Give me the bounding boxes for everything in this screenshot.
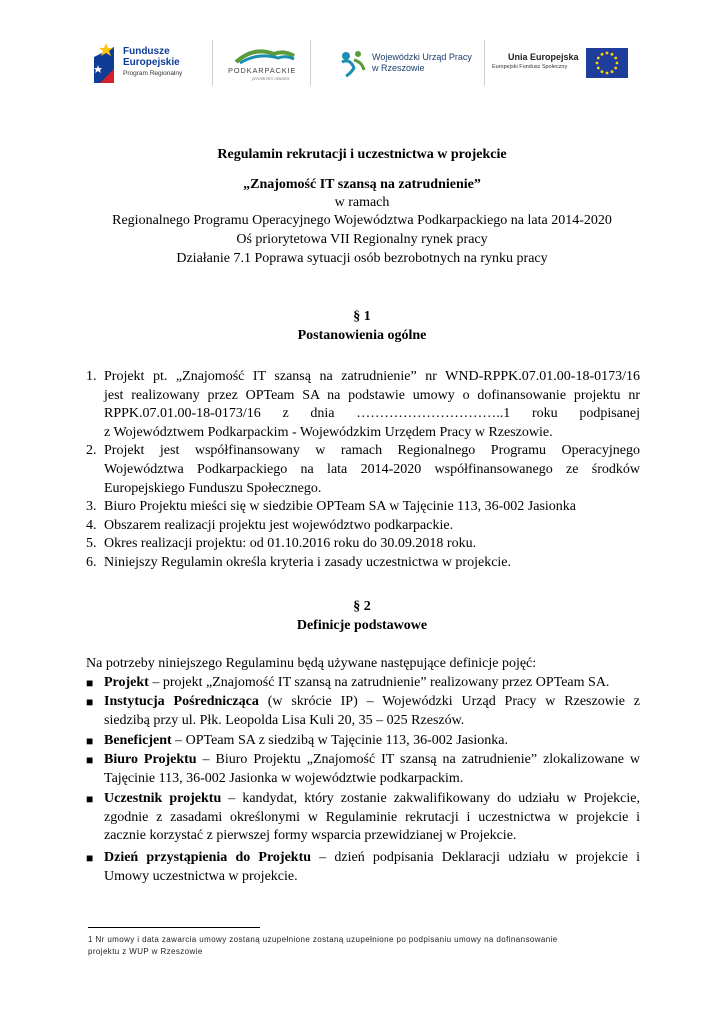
list-item-number: 2. [86,443,97,459]
definition-term: Dzień przystąpienia do Projektu [104,850,312,865]
header-program: Regionalnego Programu Operacyjnego Województwa Podkarpackiego na lata 2014-2020 [112,213,612,228]
list-item-line: Niniejszy Regulamin określa kryteria i zasady uczestnictwa w projekcie. [104,555,512,570]
fe-line1: Fundusze [123,46,170,57]
list-item-line: zacznie korzystać z pierwszej formy wsparcia przewidzianej w Projekcie. [104,828,517,844]
definition-term: Projekt [104,675,149,690]
list-item-line: Projekt jest współfinansowany w ramach Regionalnego Programu Operacyjnego [104,443,640,459]
footnote [88,934,648,958]
list-item-line: Województwa Podkarpackiego na lata 2014-2020 współfinansowanego ze środków [104,462,640,477]
ue-line1: Unia Europejska [508,52,579,62]
list-item-line: Beneficjent – OPTeam SA z siedzibą w Tajęcinie 113, 36-002 Jasionka. [104,733,508,748]
list-item-number: 1. [86,369,97,384]
fe-emblem-icon [94,43,120,83]
bullet-marker: ■ [86,695,94,709]
list-item-line: Uczestnik projektu – kandydat, który zostanie zakwalifikowany do udziału w Projekcie, [104,791,640,806]
list-item-line: siedzibą przy ul. Płk. Leopolda Lisa Kuli 20, 35 – 025 Rzeszów. [104,712,465,728]
wup-emblem-icon [338,48,368,78]
list-item-line: Okres realizacji projektu: od 01.10.2016 roku do 30.09.2018 roku. [104,536,477,552]
mountains-icon [234,44,296,64]
project-name: „Znajomość IT szansą na zatrudnienie” [243,177,481,192]
list-item-line: Biuro Projektu – Biuro Projektu „Znajomość IT szansą na zatrudnienie” zlokalizowane w [104,752,640,767]
list-item-line: z Województwem Podkarpackim - Wojewódzkim Urzędem Pracy w Rzeszowie. [104,424,553,440]
fe-line3: Program Regionalny [123,70,183,77]
podkarpackie-tagline: przestrzeń otwarta [252,76,290,81]
list-item-line: Europejskiego Funduszu Społecznego. [104,480,322,496]
list-item-line: Dzień przystąpienia do Projektu – dzień podpisania Deklaracji udziału w projekcie i [104,850,641,865]
section1-number: § 1 [353,309,371,324]
definition-term: Uczestnik projektu [104,791,222,806]
header-priority-axis: Oś priorytetowa VII Regionalny rynek pracy [236,232,488,247]
logo-divider [484,40,485,86]
list-item-line: Tajęcinie 113, 36-002 Jasionka w województwie podkarpackim. [104,770,464,786]
section2-intro: Na potrzeby niniejszego Regulaminu będą używane następujące definicje pojęć: [86,656,537,671]
document-title: Regulamin rekrutacji i uczestnictwa w projekcie [217,147,507,162]
bullet-marker: ■ [86,851,94,865]
section2-heading: Definicje podstawowe [296,618,428,633]
footnote-rule [88,927,260,928]
header-line-in-scope: w ramach [334,195,390,210]
fe-line2: Europejskie [123,57,180,68]
bullet-marker: ■ [86,734,94,748]
list-item-line: Biuro Projektu mieści się w siedzibie OPTeam SA w Tajęcinie 113, 36-002 Jasionka [104,499,577,515]
list-item-line: zgodnie z zasadami określonymi w Regulaminie rekrutacji i uczestnictwa w projekcie i [104,809,640,825]
eu-flag-icon [586,48,628,78]
fundusze-europejskie-logo [88,38,208,88]
bullet-marker: ■ [86,676,94,690]
logo-divider [310,40,311,86]
footnote-line: 1 Nr umowy i data zawarcia umowy zostaną uzupełnione zostaną uzupełnione po podpisaniu umowy na dofinansowanie [88,935,558,944]
definition-term: Instytucja Pośrednicząca [104,694,259,709]
unia-europejska-logo [490,38,638,88]
list-item-number: 4. [86,517,97,533]
section2-number: § 2 [353,599,371,614]
wup-line1: Wojewódzki Urząd Pracy [372,52,472,62]
list-item-line: RPPK.07.01.00-18-0173/16 z dnia …………………………..1 roku podpisanej [104,406,640,422]
bullet-marker: ■ [86,792,94,806]
list-item-number: 6. [86,555,97,570]
section1-heading: Postanowienia ogólne [297,328,427,343]
wup-logo [338,38,488,88]
podkarpackie-name: PODKARPACKIE [228,66,297,75]
logo-strip [88,38,638,88]
header-measure: Działanie 7.1 Poprawa sytuacji osób bezrobotnych na rynku pracy [176,251,548,266]
list-item-line: Instytucja Pośrednicząca (w skrócie IP) – Wojewódzki Urząd Pracy w Rzeszowie z [104,694,641,709]
bullet-marker: ■ [86,753,94,767]
definition-term: Biuro Projektu [104,752,197,767]
list-item-line: Umowy uczestnictwa w projekcie. [104,868,298,884]
list-item-line: Projekt pt. „Znajomość IT szansą na zatrudnienie” nr WND-RPPK.07.01.00-18-0173/16 [104,369,640,384]
ue-line2: Europejski Fundusz Społeczny [492,64,568,70]
wup-line2: w Rzeszowie [372,63,425,73]
definition-term: Beneficjent [104,733,172,748]
list-item-number: 3. [86,499,97,515]
list-item-line: jest realizowany przez OPTeam SA na podstawie umowy o dofinansowanie projektu nr [104,387,640,403]
list-item-line: Projekt – projekt „Znajomość IT szansą na zatrudnienie” realizowany przez OPTeam SA. [104,675,610,690]
footnote-line: projektu z WUP w Rzeszowie [88,947,203,956]
podkarpackie-logo [224,38,306,88]
logo-divider [212,40,213,86]
list-item-line: Obszarem realizacji projektu jest województwo podkarpackie. [104,517,454,533]
list-item-number: 5. [86,536,97,552]
